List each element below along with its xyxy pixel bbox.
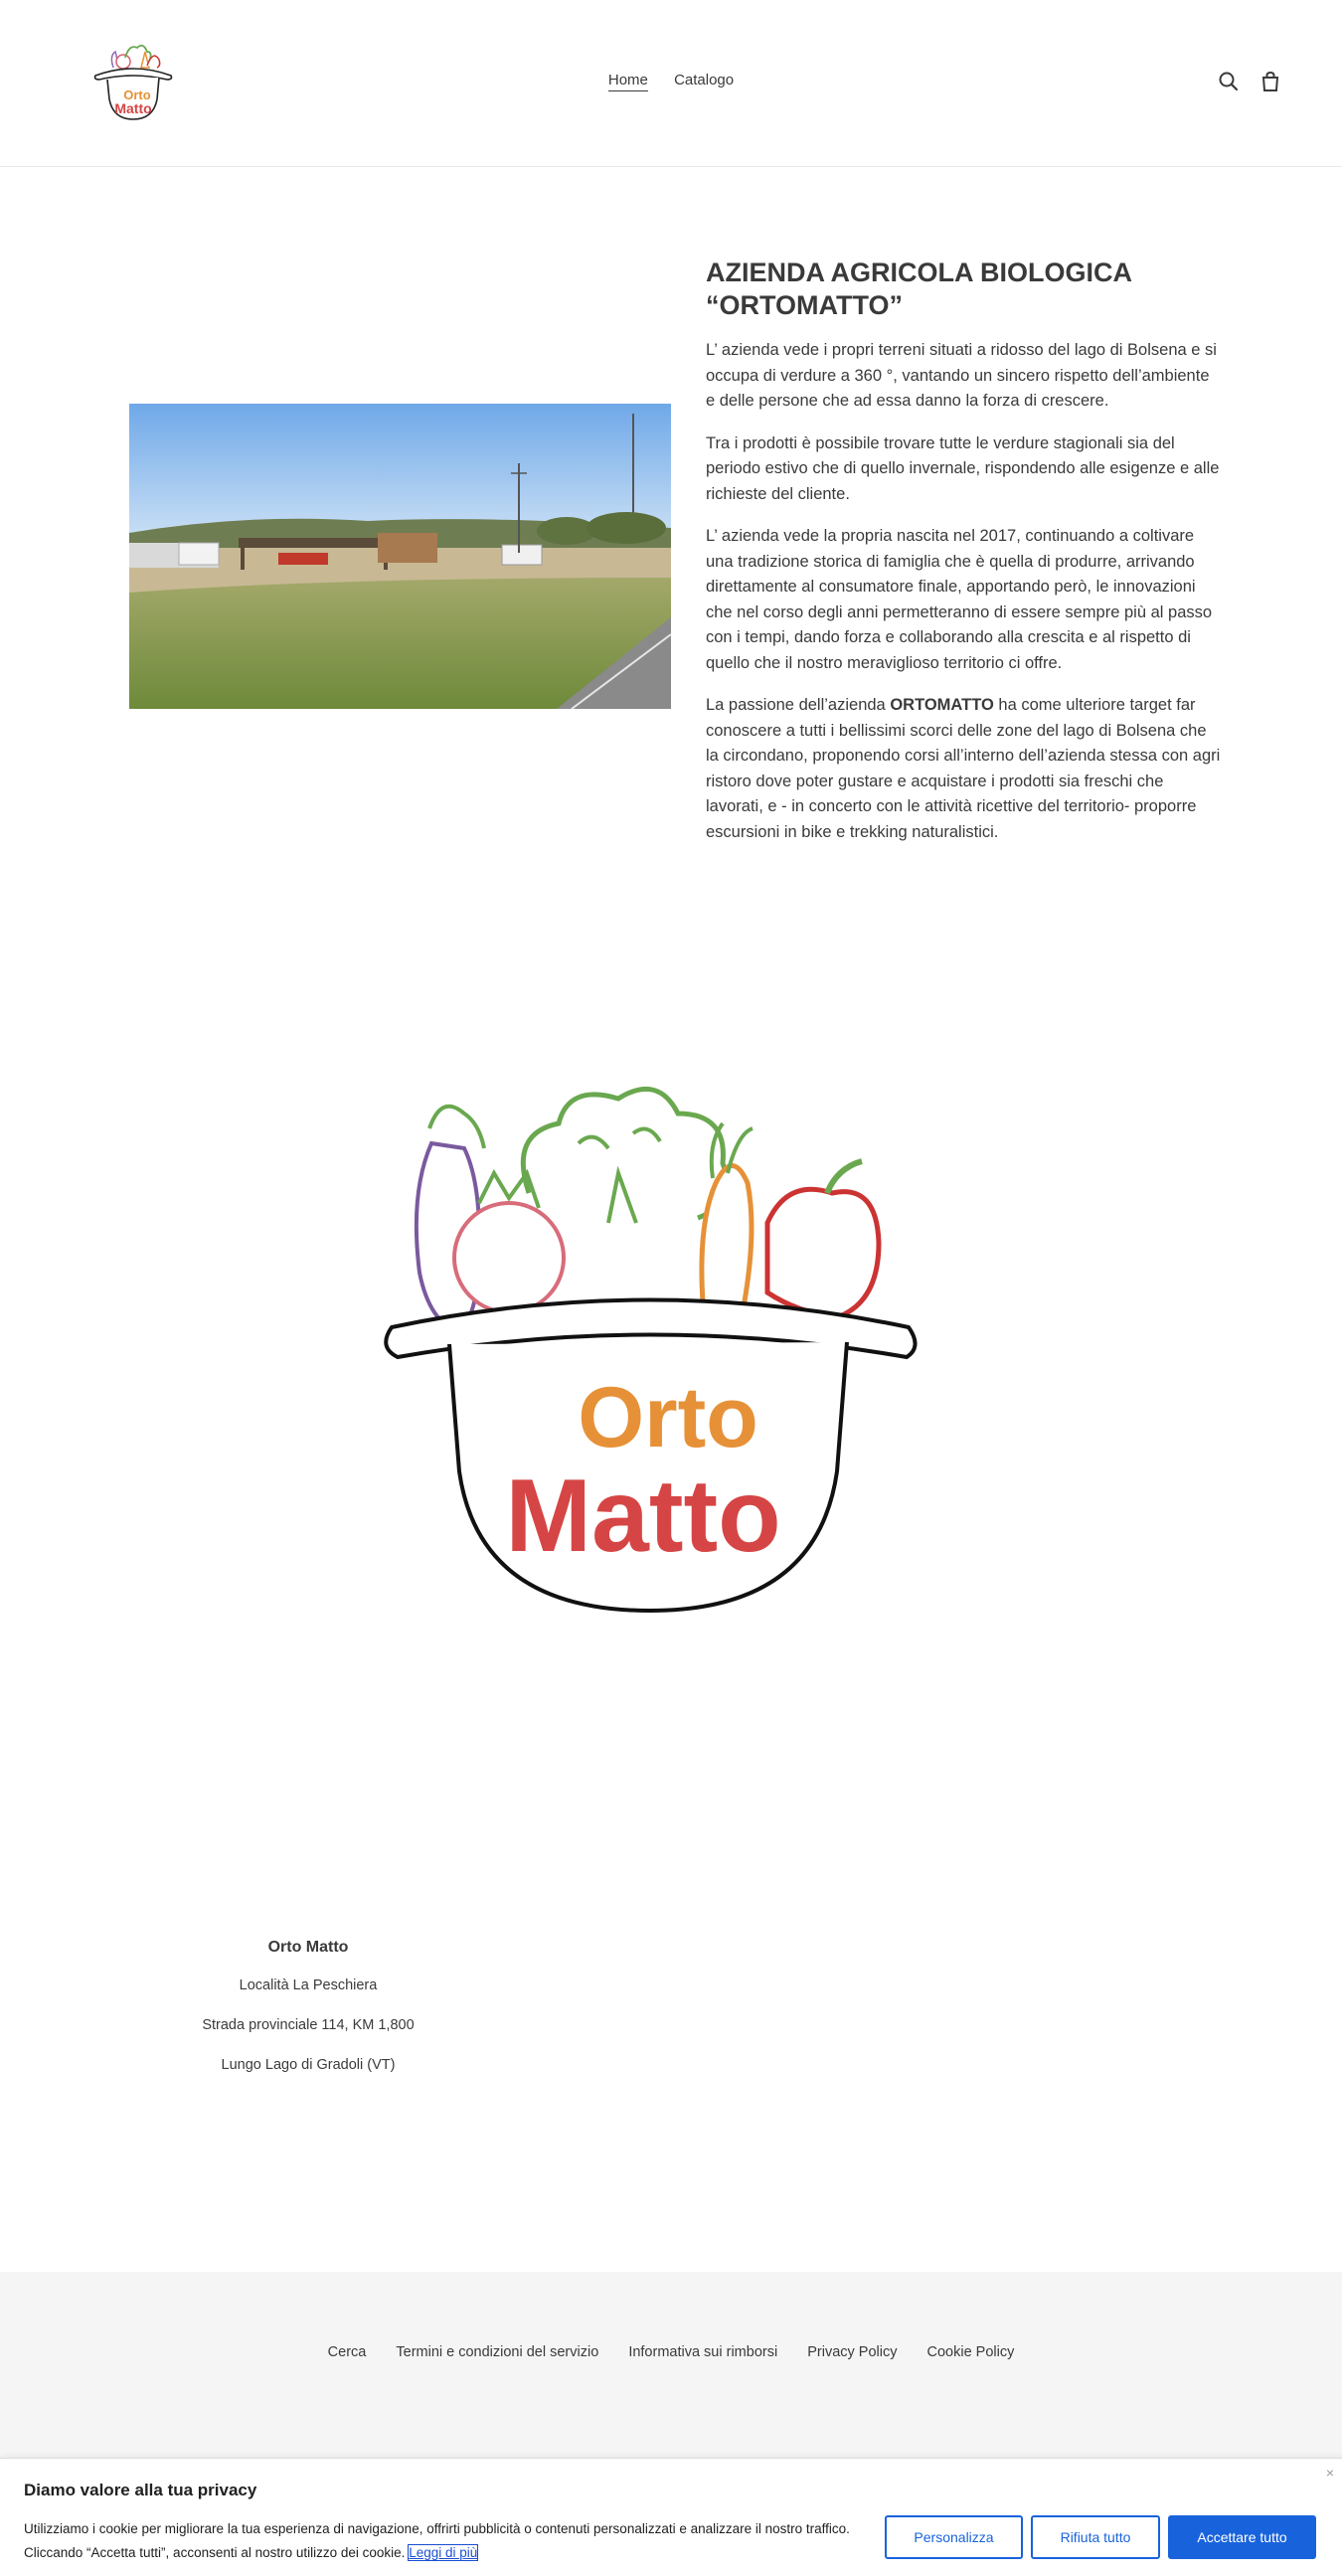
about-title: AZIENDA AGRICOLA BIOLOGICA “ORTOMATTO” bbox=[706, 258, 1131, 320]
cookie-title: Diamo valore alla tua privacy bbox=[24, 2481, 257, 2499]
about-p4-brand: ORTOMATTO bbox=[890, 696, 994, 714]
svg-text:Matto: Matto bbox=[114, 100, 152, 116]
accept-all-button[interactable]: Accettare tutto bbox=[1168, 2515, 1316, 2559]
footer-link-search[interactable]: Cerca bbox=[327, 2344, 367, 2360]
footer-link-cookie[interactable]: Cookie Policy bbox=[926, 2344, 1015, 2360]
address-line-1: Località La Peschiera bbox=[239, 1977, 378, 1993]
carrot-icon bbox=[702, 1123, 753, 1312]
farm-photo bbox=[129, 404, 671, 709]
site-header bbox=[0, 0, 1342, 167]
close-icon[interactable]: × bbox=[1325, 2465, 1334, 2481]
footer-links bbox=[0, 2344, 1342, 2360]
reject-all-button[interactable]: Rifiuta tutto bbox=[1031, 2515, 1160, 2559]
nav-home[interactable]: Home bbox=[608, 72, 648, 91]
about-paragraph-4 bbox=[706, 693, 1223, 845]
about-paragraph-3: L’ azienda vede la propria nascita nel 2017, continuando a coltivare una tradizione storica di famiglia che è quella di produrre, arrivando direttamente al consumatore finale, apportando però, le innovazioni che nel corso degli anni permetteranno di essere sempre più al passo con i tempi, dando forza e collaborando alla crescita e al rispetto di quello che il nostro meraviglioso territorio ci offre. bbox=[706, 527, 1213, 672]
cookie-text-body: Utilizziamo i cookie per migliorare la tua esperienza di navigazione, offrirti pubblicità o contenuti personalizzati e analizzare il nostro traffico. Cliccando “Accetta tutti”, acconsenti al nostro utilizzo dei cookie. bbox=[24, 2521, 850, 2560]
about-paragraph-2: Tra i prodotti è possibile trovare tutte le verdure stagionali sia del periodo estivo che di quello invernale, rispondendo alle esigenze e alle richieste del cliente. bbox=[706, 433, 1220, 503]
broccoli-icon bbox=[523, 1089, 727, 1223]
footer-link-refunds[interactable]: Informativa sui rimborsi bbox=[628, 2344, 778, 2360]
cart-icon[interactable] bbox=[1258, 70, 1282, 93]
customize-button[interactable]: Personalizza bbox=[885, 2515, 1023, 2559]
header-icons bbox=[1217, 70, 1282, 93]
footer-link-terms[interactable]: Termini e condizioni del servizio bbox=[396, 2344, 599, 2360]
about-section bbox=[706, 257, 1223, 862]
cookie-text bbox=[24, 2517, 869, 2565]
about-p4-post: ha come ulteriore target far conoscere a tutti i bellissimi scorci delle zone del lago di Bolsena che la circondano, proponendo corsi all’interno dell’azienda stessa con agri ristoro dove poter gustare e acquistare i prodotti sia freschi che lavorati, e - in concerto con le attività ricettive del territorio- proporre escursioni in bike e trekking naturalistici. bbox=[706, 696, 1221, 841]
cookie-banner bbox=[0, 2458, 1342, 2576]
brand-logo-large bbox=[370, 1074, 930, 1627]
search-icon[interactable] bbox=[1217, 70, 1241, 93]
about-p4-pre: La passione dell’azienda bbox=[706, 696, 891, 714]
business-name: Orto Matto bbox=[267, 1939, 349, 1956]
address-block bbox=[129, 1939, 487, 2097]
pepper-icon bbox=[767, 1161, 879, 1317]
address-line-2: Strada provinciale 114, KM 1,800 bbox=[202, 2017, 415, 2033]
svg-text:Orto: Orto bbox=[123, 87, 151, 102]
logo-word-orto: Orto bbox=[578, 1370, 758, 1465]
footer-link-privacy[interactable]: Privacy Policy bbox=[807, 2344, 898, 2360]
nav-catalogo[interactable]: Catalogo bbox=[674, 72, 735, 88]
cookie-read-more-link[interactable]: Leggi di più bbox=[409, 2545, 478, 2560]
about-paragraph-1: L’ azienda vede i propri terreni situati a ridosso del lago di Bolsena e si occupa di verdure a 360 °, vantando un sincero rispetto dell’ambiente e delle persone che ad essa danno la forza di crescere. bbox=[706, 341, 1217, 410]
main-nav bbox=[0, 72, 1342, 88]
address-line-3: Lungo Lago di Gradoli (VT) bbox=[221, 2057, 396, 2073]
logo-word-matto: Matto bbox=[505, 1459, 781, 1574]
